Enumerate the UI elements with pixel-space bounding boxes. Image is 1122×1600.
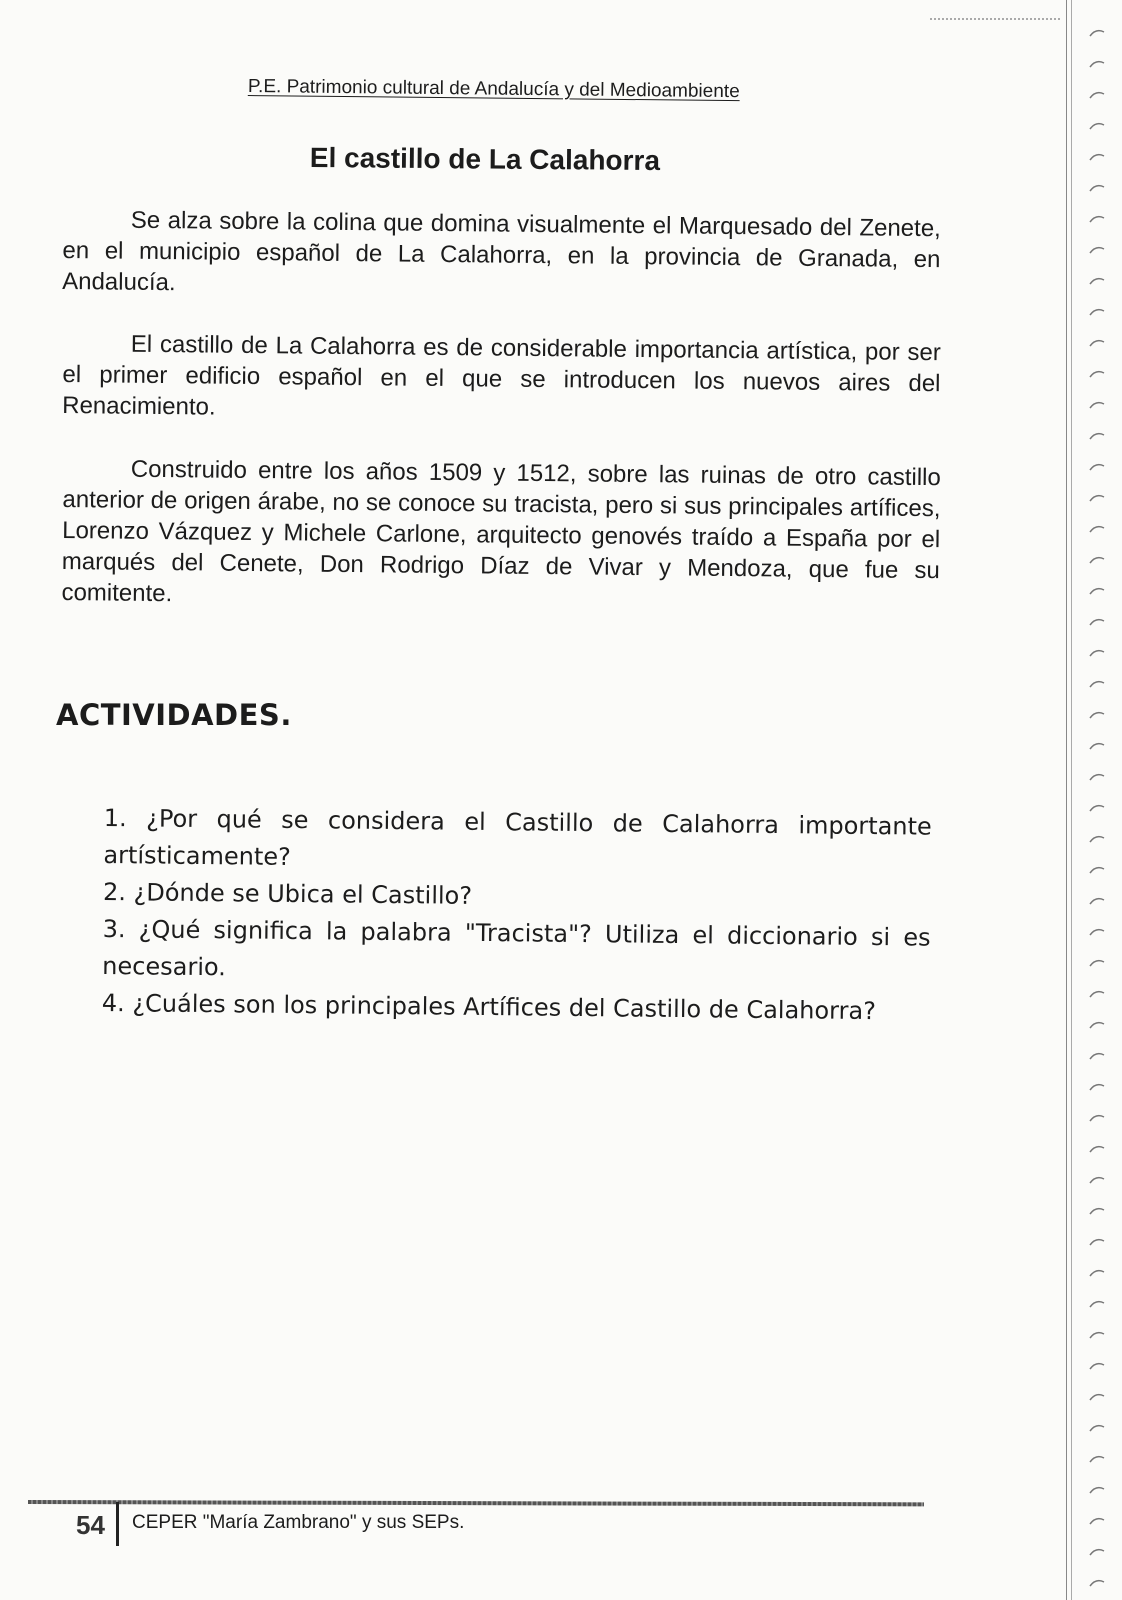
binding-hole-mark — [1090, 124, 1104, 129]
binding-hole-mark — [1090, 1550, 1104, 1555]
binding-hole-mark — [1090, 1023, 1104, 1028]
question-text: 4. ¿Cuáles son los principales Artífices del Castillo de Calahorra? — [101, 988, 877, 1026]
binding-hole-mark — [1090, 775, 1104, 780]
binding-hole-mark — [1090, 31, 1104, 36]
binding-hole-mark — [1090, 1116, 1104, 1121]
scan-artifact-dots — [930, 18, 1060, 20]
binding-hole-mark — [1090, 310, 1104, 315]
binding-hole-mark — [1090, 1364, 1104, 1369]
activities-heading: ACTIVIDADES. — [56, 698, 292, 732]
binding-hole-mark — [1090, 589, 1104, 594]
binding-hole-mark — [1090, 248, 1104, 253]
binding-hole-mark — [1090, 1457, 1104, 1462]
binding-hole-mark — [1090, 1147, 1104, 1152]
question-text: 2. ¿Dónde se Ubica el Castillo? — [102, 877, 473, 910]
page-number: 54 — [76, 1510, 105, 1540]
binding-hole-mark — [1090, 1395, 1104, 1400]
binding-hole-mark — [1090, 465, 1104, 470]
paragraph-importance: El castillo de La Calahorra es de considerable importancia artística, por ser el primer edificio español en el que se introducen los nuevos aires del Renacimiento. — [62, 330, 941, 421]
binding-hole-mark — [1090, 1271, 1104, 1276]
question-text: 1. ¿Por qué se considera el Castillo de Calahorra importante artísticamente? — [103, 803, 932, 871]
binding-hole-mark — [1090, 620, 1104, 625]
binding-hole-mark — [1090, 434, 1104, 439]
binding-hole-mark — [1090, 1085, 1104, 1090]
binding-hole-mark — [1090, 217, 1104, 222]
paragraph-construction: Construido entre los años 1509 y 1512, sobre las ruinas de otro castillo anterior de origen árabe, no se conoce su tracista, pero si sus principales artífices, Lorenzo Vázquez y Michele Carlone, arquitecto genovés traído a España por el marqués del Cenete, Don Rodrigo Díaz de Vivar y Mendoza, que fue su comitente. — [61, 455, 941, 608]
binding-hole-mark — [1090, 341, 1104, 346]
binding-hole-mark — [1090, 961, 1104, 966]
question-item — [103, 800, 932, 883]
binding-hole-mark — [1090, 372, 1104, 377]
binding-hole-mark — [1090, 868, 1104, 873]
binding-hole-mark — [1090, 1178, 1104, 1183]
spiral-binding-edge — [1066, 0, 1122, 1600]
binding-hole-mark — [1090, 930, 1104, 935]
binding-hole-mark — [1090, 713, 1104, 718]
question-text: 3. ¿Qué significa la palabra "Tracista"? Utiliza el diccionario si es necesario. — [102, 914, 931, 982]
page-header: P.E. Patrimonio cultural de Andalucía y del Medioambiente — [247, 76, 740, 103]
binding-holes — [1066, 0, 1122, 1600]
binding-hole-mark — [1090, 1426, 1104, 1431]
binding-hole-mark — [1090, 1240, 1104, 1245]
binding-hole-mark — [1090, 186, 1104, 191]
binding-hole-mark — [1090, 62, 1104, 67]
binding-hole-mark — [1090, 682, 1104, 687]
footer-separator — [116, 1502, 119, 1546]
binding-hole-mark — [1090, 1488, 1104, 1493]
question-item — [102, 985, 930, 1031]
binding-hole-mark — [1090, 1209, 1104, 1214]
binding-hole-mark — [1090, 837, 1104, 842]
binding-hole-mark — [1090, 1054, 1104, 1059]
page-title: El castillo de La Calahorra — [309, 142, 661, 177]
activities-list — [102, 800, 932, 1031]
binding-hole-mark — [1090, 1302, 1104, 1307]
binding-hole-mark — [1090, 155, 1104, 160]
binding-hole-mark — [1090, 992, 1104, 997]
binding-hole-mark — [1090, 558, 1104, 563]
binding-hole-mark — [1090, 806, 1104, 811]
footer-rule — [28, 1500, 924, 1506]
binding-hole-mark — [1090, 1519, 1104, 1524]
binding-hole-mark — [1090, 1581, 1104, 1586]
binding-hole-mark — [1090, 403, 1104, 408]
binding-hole-mark — [1090, 279, 1104, 284]
binding-hole-mark — [1090, 1333, 1104, 1338]
question-item — [102, 911, 931, 994]
footer-text: CEPER "María Zambrano" y sus SEPs. — [132, 1512, 465, 1533]
binding-hole-mark — [1090, 744, 1104, 749]
binding-hole-mark — [1090, 651, 1104, 656]
binding-hole-mark — [1090, 496, 1104, 501]
binding-hole-mark — [1090, 527, 1104, 532]
paragraph-location: Se alza sobre la colina que domina visualmente el Marquesado del Zenete, en el municipio español de La Calahorra, en la provincia de Granada, en Andalucía. — [62, 206, 941, 297]
binding-hole-mark — [1090, 93, 1104, 98]
binding-hole-mark — [1090, 899, 1104, 904]
